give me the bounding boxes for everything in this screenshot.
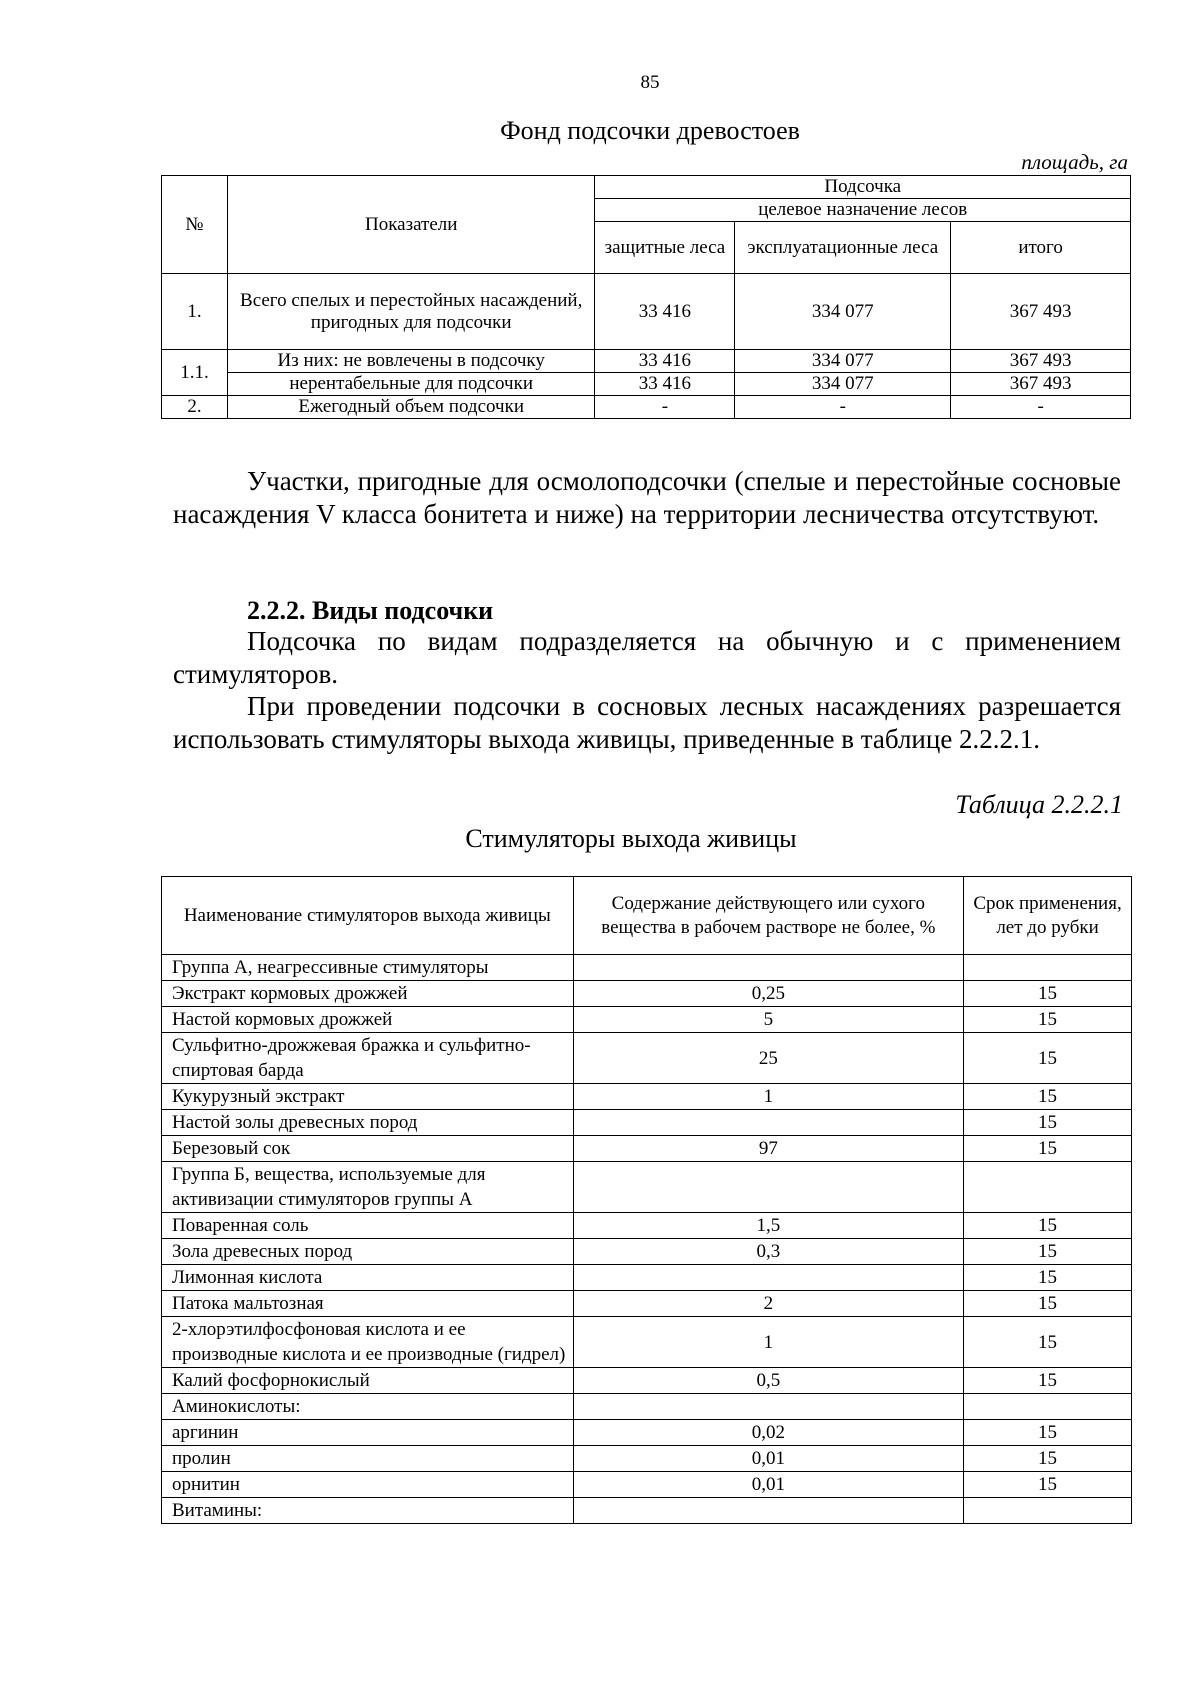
row-label: нерентабельные для подсочки [227,373,595,396]
table-row [162,1420,1132,1446]
row-exploitation: 334 077 [735,274,951,350]
stimulator-name: Аминокислоты: [162,1394,574,1420]
stimulator-content: 97 [573,1136,964,1162]
stimulator-name: пролин [162,1446,574,1472]
stimulator-name: Березовый сок [162,1136,574,1162]
table2-header-row [162,877,1132,955]
row-total: 367 493 [951,373,1131,396]
stimulator-term: 15 [964,1472,1132,1498]
stimulator-content: 25 [573,1033,964,1084]
section-heading: 2.2.2. Виды подсочки [247,596,494,625]
table-row [162,981,1132,1007]
stimulator-content [573,1110,964,1136]
table-row [162,396,1131,419]
row-protective: - [595,396,735,419]
stimulator-content: 1,5 [573,1213,964,1239]
row-total: 367 493 [951,274,1131,350]
stimulator-term: 15 [964,1368,1132,1394]
table-row [162,1265,1132,1291]
stimulator-name: 2-хлорэтилфосфоновая кислота и ее производные кислота и ее производные (гидрел) [162,1317,574,1368]
table-row [162,1291,1132,1317]
table1-title: Фонд подсочки древостоев [500,116,800,145]
paragraph-2: Подсочка по видам подразделяется на обычную и с применением стимуляторов. [173,626,1121,689]
table1-header-subgroup: целевое назначение лесов [595,199,1131,222]
table2-title: Стимуляторы выхода живицы [465,824,797,853]
row-num: 2. [162,396,228,419]
table-row [162,1239,1132,1265]
stimulator-name: Группа А, неагрессивные стимуляторы [162,955,574,981]
table2 [161,876,1132,1524]
row-num: 1. [162,274,228,350]
stimulator-term: 15 [964,1213,1132,1239]
stimulator-name: Настой кормовых дрожжей [162,1007,574,1033]
stimulator-term: 15 [964,1084,1132,1110]
stimulator-content [573,1498,964,1524]
paragraph-1: Участки, пригодные для осмолоподсочки (спелые и перестойные сосновые насаждения V класса бонитета и ниже) на территории лесничества отсутствуют. [173,466,1121,529]
stimulator-content [573,1394,964,1420]
table-row [162,1446,1132,1472]
stimulator-content [573,1265,964,1291]
row-protective: 33 416 [595,350,735,373]
table1 [161,175,1131,419]
table-row [162,1394,1132,1420]
stimulator-term [964,1394,1132,1420]
table2-body [162,955,1132,1524]
table-row [162,1472,1132,1498]
stimulator-term: 15 [964,1033,1132,1084]
stimulator-term: 15 [964,1007,1132,1033]
table1-header-indicator: Показатели [227,176,595,274]
stimulator-term: 15 [964,1446,1132,1472]
row-num: 1.1. [162,350,228,396]
row-exploitation: - [735,396,951,419]
stimulator-term: 15 [964,1317,1132,1368]
table2-header-name: Наименование стимуляторов выхода живицы [162,877,574,955]
row-protective: 33 416 [595,274,735,350]
stimulator-term: 15 [964,1239,1132,1265]
table2-header-term: Срок применения, лет до рубки [964,877,1132,955]
stimulator-name: Патока мальтозная [162,1291,574,1317]
stimulator-name: Калий фосфорнокислый [162,1368,574,1394]
stimulator-name: Настой золы древесных пород [162,1110,574,1136]
stimulator-name: орнитин [162,1472,574,1498]
stimulator-content: 0,02 [573,1420,964,1446]
table-row [162,1110,1132,1136]
table2-header-content: Содержание действующего или сухого вещества в рабочем растворе не более, % [573,877,964,955]
stimulator-name: Экстракт кормовых дрожжей [162,981,574,1007]
stimulator-content: 1 [573,1084,964,1110]
stimulator-name: аргинин [162,1420,574,1446]
table-row [162,1162,1132,1213]
table-row [162,1317,1132,1368]
table-row [162,955,1132,981]
table-row [162,274,1131,350]
table-row [162,373,1131,396]
stimulator-term [964,955,1132,981]
stimulator-term: 15 [964,981,1132,1007]
stimulator-term: 15 [964,1265,1132,1291]
stimulator-content: 2 [573,1291,964,1317]
stimulator-term: 15 [964,1110,1132,1136]
table-row [162,1213,1132,1239]
stimulator-content: 0,01 [573,1446,964,1472]
stimulator-content [573,1162,964,1213]
table-row [162,1084,1132,1110]
stimulator-content: 0,25 [573,981,964,1007]
stimulator-name: Витамины: [162,1498,574,1524]
row-protective: 33 416 [595,373,735,396]
table-row [162,1136,1132,1162]
table-row [162,1498,1132,1524]
table-row [162,1007,1132,1033]
stimulator-content: 0,3 [573,1239,964,1265]
stimulator-term [964,1498,1132,1524]
stimulator-content: 1 [573,1317,964,1368]
table-row [162,350,1131,373]
stimulator-term: 15 [964,1420,1132,1446]
table-row [162,1033,1132,1084]
table1-header-row [162,176,1131,199]
stimulator-content: 0,01 [573,1472,964,1498]
stimulator-term: 15 [964,1136,1132,1162]
table1-header-exploitation: эксплуатационные леса [735,222,951,274]
stimulator-name: Поваренная соль [162,1213,574,1239]
paragraph-3: При проведении подсочки в сосновых лесных насаждениях разрешается использовать стимуляторы выхода живицы, приведенные в таблице 2.2.2.1. [173,691,1121,754]
row-label: Из них: не вовлечены в подсочку [227,350,595,373]
stimulator-name: Сульфитно-дрожжевая бражка и сульфитно-спиртовая барда [162,1033,574,1084]
table1-header-num: № [162,176,228,274]
row-exploitation: 334 077 [735,373,951,396]
stimulator-name: Зола древесных пород [162,1239,574,1265]
table1-header-total: итого [951,222,1131,274]
stimulator-name: Лимонная кислота [162,1265,574,1291]
table1-unit: площадь, га [1021,150,1128,174]
row-total: - [951,396,1131,419]
table-row [162,1368,1132,1394]
row-label: Ежегодный объем подсочки [227,396,595,419]
stimulator-term: 15 [964,1291,1132,1317]
table2-caption: Таблица 2.2.2.1 [955,790,1123,819]
stimulator-name: Группа Б, вещества, используемые для активизации стимуляторов группы А [162,1162,574,1213]
stimulator-term [964,1162,1132,1213]
table1-header-protective: защитные леса [595,222,735,274]
stimulator-content [573,955,964,981]
stimulator-content: 0,5 [573,1368,964,1394]
row-exploitation: 334 077 [735,350,951,373]
row-total: 367 493 [951,350,1131,373]
page-number: 85 [640,72,660,93]
table1-header-group: Подсочка [595,176,1131,199]
row-label: Всего спелых и перестойных насаждений, пригодных для подсочки [227,274,595,350]
stimulator-content: 5 [573,1007,964,1033]
stimulator-name: Кукурузный экстракт [162,1084,574,1110]
